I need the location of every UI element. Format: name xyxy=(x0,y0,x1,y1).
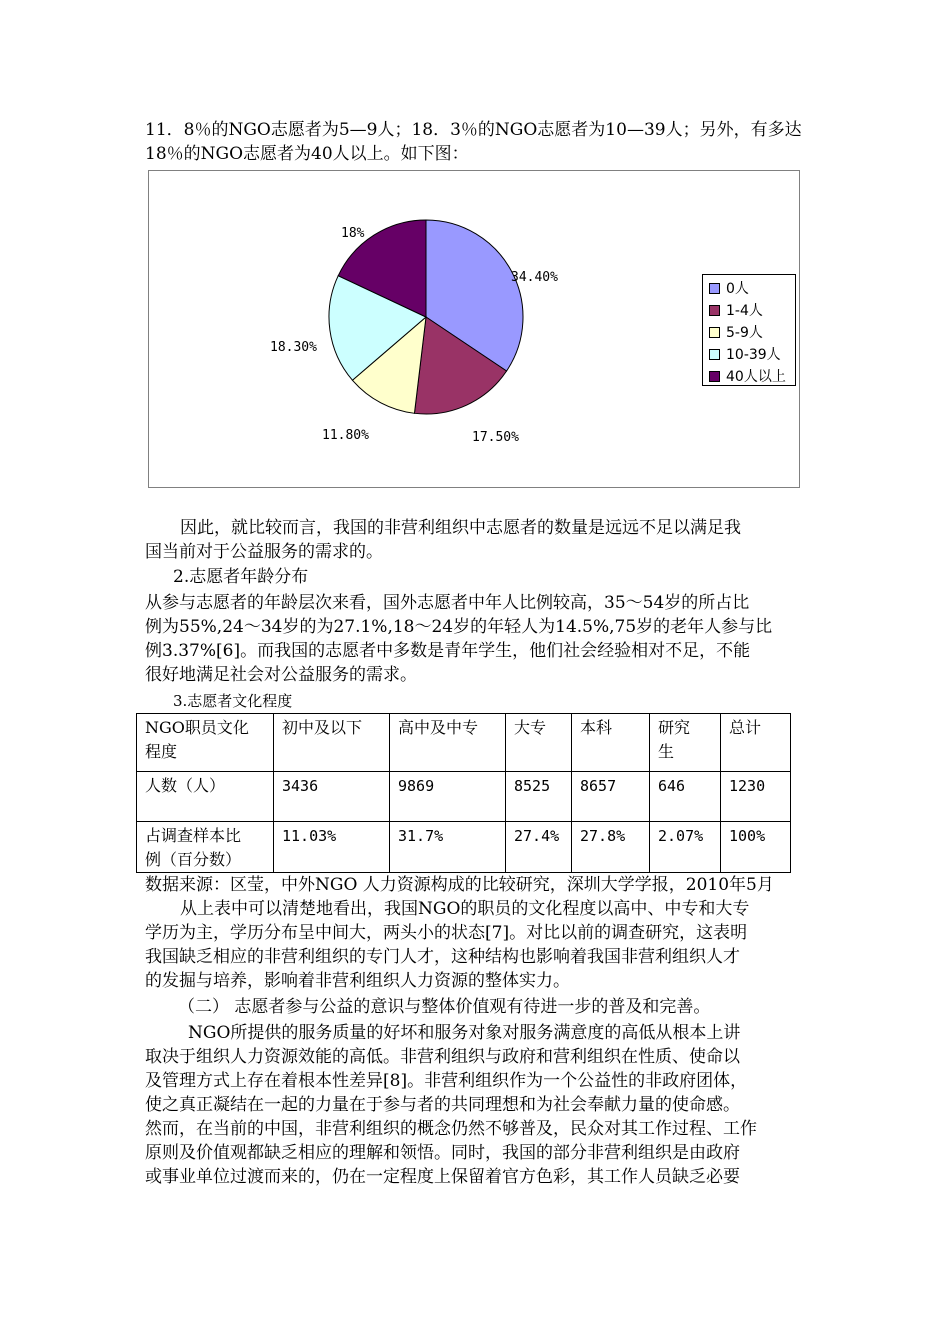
section-heading-2: （二） 志愿者参与公益的意识与整体价值观有待进一步的普及和完善。 xyxy=(178,997,711,1017)
table-cell: 27.4% xyxy=(506,822,572,873)
legend-item xyxy=(709,301,763,321)
body-line: 从上表中可以清楚地看出，我国NGO的职员的文化程度以高中、中专和大专 xyxy=(180,899,750,919)
table-header-cell: 高中及中专 xyxy=(390,714,506,772)
conclusion-line-2: 国当前对于公益服务的需求的。 xyxy=(145,542,383,562)
table-cell: 11.03% xyxy=(274,822,390,873)
table-row xyxy=(137,822,791,873)
body-line: 取决于组织人力资源效能的高低。非营利组织与政府和营利组织在性质、使命以 xyxy=(145,1047,740,1067)
table-row-label: 人数（人） xyxy=(137,772,274,822)
legend-swatch xyxy=(709,327,720,338)
legend-swatch xyxy=(709,283,720,294)
body-line: NGO所提供的服务质量的好坏和服务对象对服务满意度的高低从根本上讲 xyxy=(188,1023,741,1043)
legend-item xyxy=(709,279,749,299)
table-header-cell: 初中及以下 xyxy=(274,714,390,772)
body-line: 的发掘与培养，影响着非营利组织人力资源的整体实力。 xyxy=(145,971,570,991)
legend-label: 10-39人 xyxy=(726,347,781,363)
table-header-cell: 总计 xyxy=(721,714,791,772)
intro-line-2: 18％的NGO志愿者为40人以上。如下图： xyxy=(145,144,469,164)
body-line: 然而，在当前的中国，非营利组织的概念仍然不够普及，民众对其工作过程、工作 xyxy=(145,1119,757,1139)
table-header-cell: 大专 xyxy=(506,714,572,772)
body-line: 原则及价值观都缺乏相应的理解和领悟。同时，我国的部分非营利组织是由政府 xyxy=(145,1143,740,1163)
legend-label: 5-9人 xyxy=(726,325,763,341)
pie-chart xyxy=(148,170,800,488)
intro-line-1: 11．8％的NGO志愿者为5—9人；18．3％的NGO志愿者为10—39人；另外，有多达 xyxy=(145,120,802,140)
pie-data-label: 18.30% xyxy=(270,340,317,355)
table-cell: 646 xyxy=(650,772,721,822)
data-source: 数据来源：区莹，中外NGO 人力资源构成的比较研究，深圳大学学报，2010年5月 xyxy=(145,875,774,895)
body-line: 学历为主，学历分布呈中间大，两头小的状态[7]。对比以前的调查研究，这表明 xyxy=(145,923,748,943)
age-line-4: 很好地满足社会对公益服务的需求。 xyxy=(145,665,417,685)
chart-legend xyxy=(702,274,796,386)
age-line-3: 例3.37%[6]。而我国的志愿者中多数是青年学生，他们社会经验相对不足，不能 xyxy=(145,641,751,661)
table-cell: 8657 xyxy=(572,772,650,822)
table-cell: 2.07% xyxy=(650,822,721,873)
body-line: 我国缺乏相应的非营利组织的专门人才，这种结构也影响着我国非营利组织人才 xyxy=(145,947,740,967)
table-row xyxy=(137,772,791,822)
body-line: 使之真正凝结在一起的力量在于参与者的共同理想和为社会奉献力量的使命感。 xyxy=(145,1095,740,1115)
pie-data-label: 18% xyxy=(341,226,365,241)
table-row-label: 占调查样本比 例（百分数） xyxy=(137,822,274,873)
legend-item xyxy=(709,345,781,365)
table-cell: 27.8% xyxy=(572,822,650,873)
body-line: 或事业单位过渡而来的，仍在一定程度上保留着官方色彩，其工作人员缺乏必要 xyxy=(145,1167,740,1187)
age-line-2: 例为55%,24～34岁的为27.1%,18～24岁的年轻人为14.5%,75岁的老年人参与比 xyxy=(145,617,773,637)
legend-swatch xyxy=(709,305,720,316)
pie-data-label: 34.40% xyxy=(511,270,558,285)
table-cell: 31.7% xyxy=(390,822,506,873)
table-cell: 8525 xyxy=(506,772,572,822)
table-cell: 100% xyxy=(721,822,791,873)
table-header-cell: NGO职员文化 程度 xyxy=(137,714,274,772)
table-cell: 9869 xyxy=(390,772,506,822)
table-cell: 1230 xyxy=(721,772,791,822)
pie-data-label: 11.80% xyxy=(322,428,369,443)
legend-label: 0人 xyxy=(726,281,749,297)
pie-data-label: 17.50% xyxy=(472,430,519,445)
education-table xyxy=(136,713,791,873)
body-line: 及管理方式上存在着根本性差异[8]。非营利组织作为一个公益性的非政府团体， xyxy=(145,1071,748,1091)
table-header-cell: 本科 xyxy=(572,714,650,772)
age-line-1: 从参与志愿者的年龄层次来看，国外志愿者中年人比例较高，35～54岁的所占比 xyxy=(145,593,750,613)
heading-age-distribution: 2.志愿者年龄分布 xyxy=(173,567,309,587)
table-header-cell: 研究 生 xyxy=(650,714,721,772)
conclusion-line-1: 因此，就比较而言，我国的非营利组织中志愿者的数量是远远不足以满足我 xyxy=(180,518,741,538)
legend-label: 1-4人 xyxy=(726,303,763,319)
table-header-row xyxy=(137,714,791,772)
legend-swatch xyxy=(709,349,720,360)
legend-item xyxy=(709,367,786,387)
table-cell: 3436 xyxy=(274,772,390,822)
legend-label: 40人以上 xyxy=(726,369,786,385)
legend-swatch xyxy=(709,371,720,382)
heading-education-level: 3.志愿者文化程度 xyxy=(173,692,293,710)
legend-item xyxy=(709,323,763,343)
